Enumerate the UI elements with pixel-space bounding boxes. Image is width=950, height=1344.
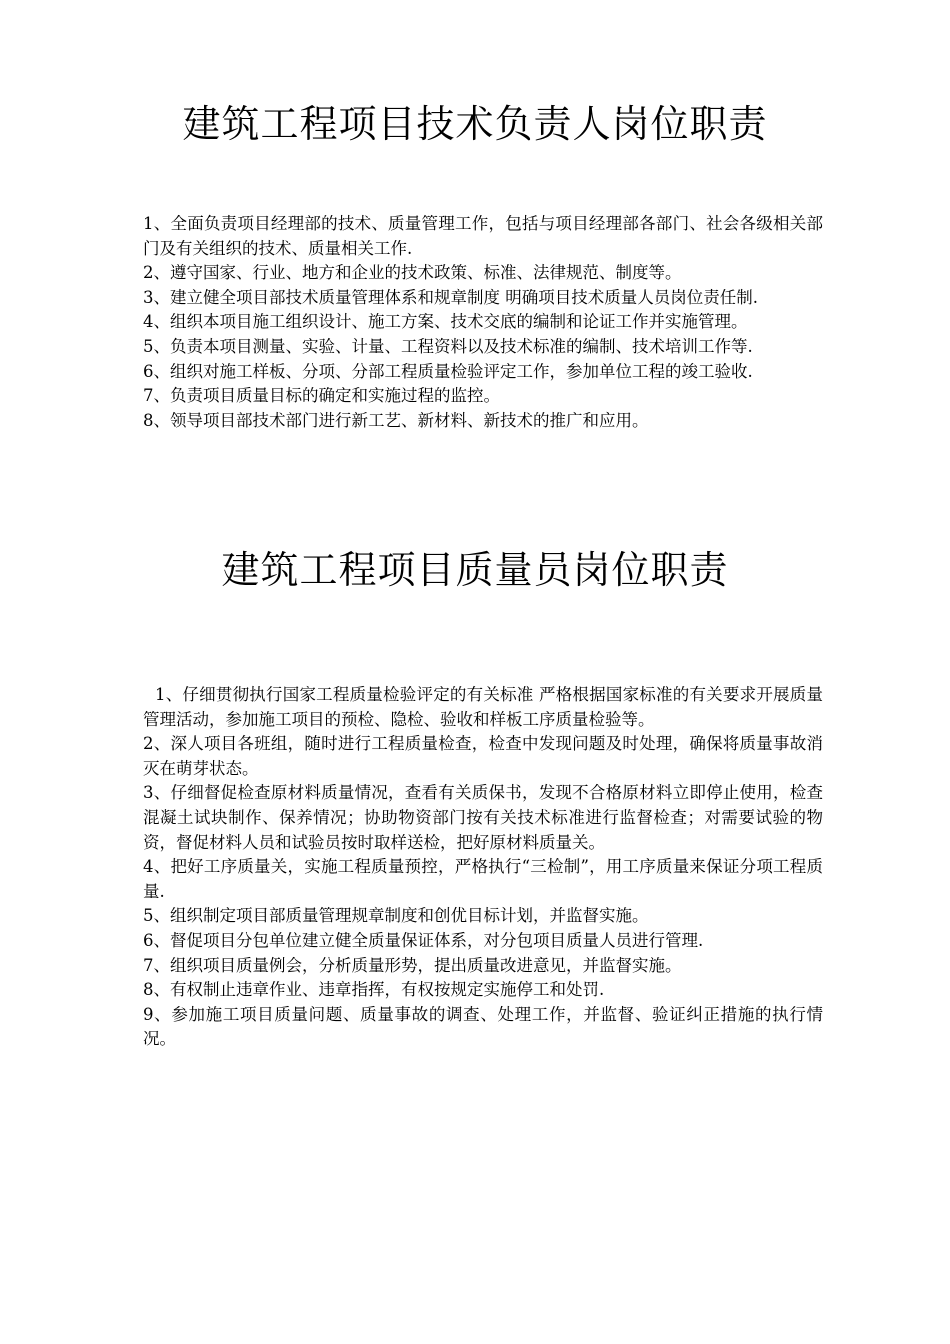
duty-item: 2、深人项目各班组，随时进行工程质量检查，检查中发现问题及时处理，确保将质量事故消灭在萌芽状态。 [143, 734, 823, 778]
duty-item: 6、组织对施工样板、分项、分部工程质量检验评定工作，参加单位工程的竣工验收. [143, 361, 753, 381]
section-2-title: 建筑工程项目质量员岗位职责 [221, 548, 729, 592]
section-2-duty-list [143, 683, 823, 1052]
duty-item: 1、全面负责项目经理部的技术、质量管理工作，包括与项目经理部各部门、社会各级相关部门及有关组织的技术、质量相关工作. [143, 214, 823, 258]
duty-item: 8、有权制止违章作业、违章指挥，有权按规定实施停工和处罚. [143, 980, 605, 1000]
duty-item: 8、领导项目部技术部门进行新工艺、新材料、新技术的推广和应用。 [143, 410, 649, 430]
duty-item: 1、仔细贯彻执行国家工程质量检验评定的有关标准 严格根据国家标准的有关要求开展质量管理活动，参加施工项目的预检、隐检、验收和样板工序质量检验等。 [143, 685, 823, 729]
section-1-title: 建筑工程项目技术负责人岗位职责 [182, 102, 768, 146]
duty-item: 4、把好工序质量关，实施工程质量预控，严格执行“三检制”，用工序质量来保证分项工程质量. [143, 857, 823, 901]
duty-item: 7、负责项目质量目标的确定和实施过程的监控。 [143, 386, 500, 406]
duty-item: 7、组织项目质量例会，分析质量形势，提出质量改进意见，并监督实施。 [143, 955, 682, 975]
duty-item: 9、参加施工项目质量问题、质量事故的调查、处理工作，并监督、验证纠正措施的执行情况。 [143, 1004, 823, 1049]
section-1-duty-list [143, 212, 823, 433]
duty-item: 3、建立健全项目部技术质量管理体系和规章制度 明确项目技术质量人员岗位责任制. [143, 287, 758, 307]
duty-item: 2、遵守国家、行业、地方和企业的技术政策、标准、法律规范、制度等。 [143, 263, 682, 283]
duty-item: 5、负责本项目测量、实验、计量、工程资料以及技术标准的编制、技术培训工作等. [143, 336, 753, 356]
duty-item: 4、组织本项目施工组织设计、施工方案、技术交底的编制和论证工作并实施管理。 [143, 312, 748, 332]
duty-item: 6、督促项目分包单位建立健全质量保证体系，对分包项目质量人员进行管理. [143, 930, 704, 950]
duty-item: 5、组织制定项目部质量管理规章制度和创优目标计划，并监督实施。 [143, 906, 649, 926]
duty-item: 3、仔细督促检查原材料质量情况，查看有关质保书，发现不合格原材料立即停止使用，检查混凝土试块制作、保养情况；协助物资部门按有关技术标准进行监督检查；对需要试验的物资，督促材料人员和试验员按时取样送检，把好原材料质量关。 [143, 783, 823, 852]
